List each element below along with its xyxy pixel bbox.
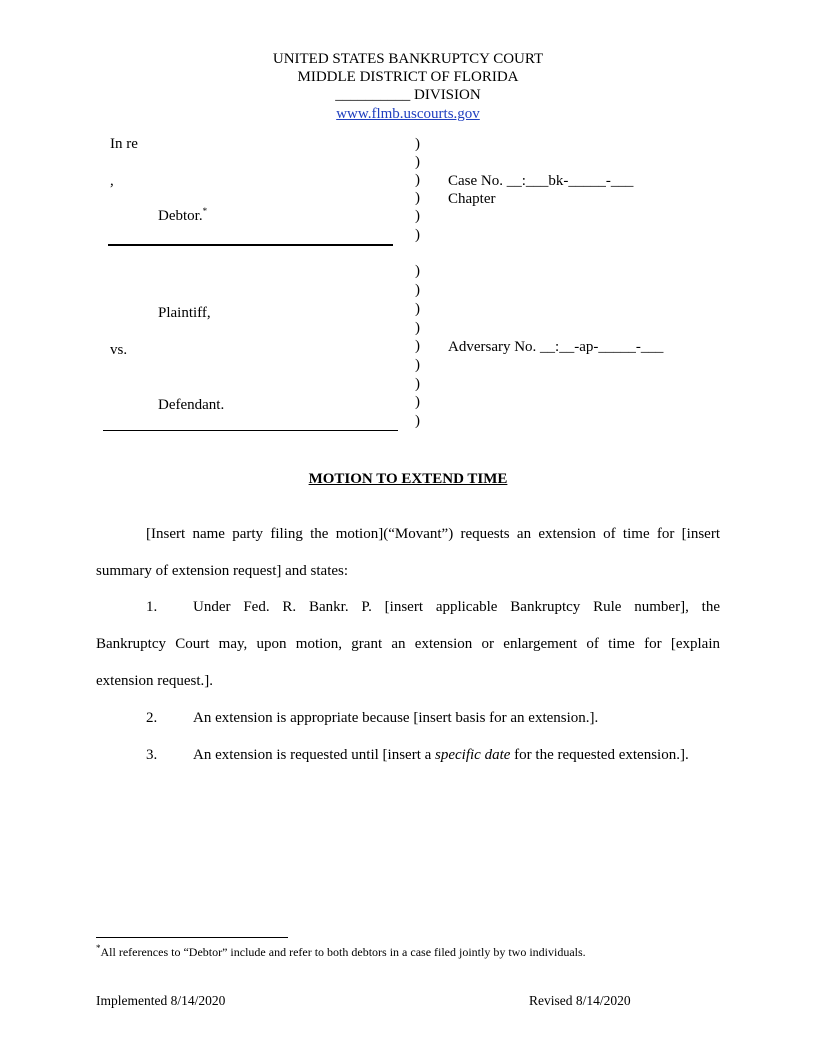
paren: ) bbox=[415, 154, 420, 170]
paragraph-1-number: 1. bbox=[146, 599, 158, 615]
footnote-reference: * bbox=[202, 206, 208, 216]
paragraph-1-line-2: Bankruptcy Court may, upon motion, grant an extension or enlargement of time for [explain bbox=[96, 636, 720, 652]
footnote-mark: * bbox=[96, 943, 101, 953]
paragraph-3-number: 3. bbox=[146, 747, 158, 763]
paragraph-1-line-3: extension request.]. bbox=[96, 673, 214, 689]
debtor-name-blank: , bbox=[110, 173, 114, 189]
paren: ) bbox=[415, 172, 420, 188]
paren: ) bbox=[415, 190, 420, 206]
revised-date: Revised 8/14/2020 bbox=[529, 993, 631, 1008]
paren: ) bbox=[415, 136, 420, 152]
specific-date-emphasis: specific date bbox=[435, 747, 511, 763]
paren: ) bbox=[415, 301, 420, 317]
adversary-number: Adversary No. __:__-ap-_____-___ bbox=[448, 339, 664, 355]
paragraph-2-number: 2. bbox=[146, 710, 158, 726]
paren: ) bbox=[415, 376, 420, 392]
paragraph-3-text: An extension is requested until [insert a specific date for the requested extension.]. bbox=[193, 747, 689, 763]
footnote bbox=[96, 943, 586, 959]
district-name: MIDDLE DISTRICT OF FLORIDA bbox=[297, 69, 519, 85]
paren: ) bbox=[415, 394, 420, 410]
intro-line-2: summary of extension request] and states: bbox=[96, 563, 349, 579]
paren: ) bbox=[415, 208, 420, 224]
court-website bbox=[0, 107, 816, 122]
plaintiff-label: Plaintiff, bbox=[158, 305, 211, 321]
motion-title: MOTION TO EXTEND TIME bbox=[308, 471, 508, 487]
paren: ) bbox=[415, 227, 420, 243]
paren: ) bbox=[415, 263, 420, 279]
debtor-label: Debtor.* bbox=[158, 206, 208, 224]
division-line: __________ DIVISION bbox=[335, 87, 481, 103]
court-website-link[interactable]: www.flmb.uscourts.gov bbox=[336, 106, 480, 122]
caption-divider-thick bbox=[108, 244, 393, 246]
caption-divider-thin bbox=[103, 430, 398, 431]
paren: ) bbox=[415, 413, 420, 429]
court-name: UNITED STATES BANKRUPTCY COURT bbox=[272, 51, 544, 67]
paren: ) bbox=[415, 338, 420, 354]
in-re-label: In re bbox=[110, 136, 138, 152]
paragraph-2-text: An extension is appropriate because [insert basis for an extension.]. bbox=[193, 710, 599, 726]
chapter-label: Chapter bbox=[448, 191, 496, 207]
implemented-date: Implemented 8/14/2020 bbox=[96, 993, 226, 1008]
intro-line-1: [Insert name party filing the motion](“Movant”) requests an extension of time for [insert bbox=[146, 526, 720, 542]
paren: ) bbox=[415, 357, 420, 373]
paren: ) bbox=[415, 320, 420, 336]
footnote-text: All references to “Debtor” include and refer to both debtors in a case filed jointly by two individuals. bbox=[100, 945, 586, 959]
case-number: Case No. __:___bk-_____-___ bbox=[448, 173, 634, 189]
footnote-separator bbox=[96, 937, 288, 938]
defendant-label: Defendant. bbox=[158, 397, 225, 413]
vs-label: vs. bbox=[110, 342, 128, 358]
paragraph-1-line-1: Under Fed. R. Bankr. P. [insert applicable Bankruptcy Rule number], the bbox=[193, 599, 720, 615]
paren: ) bbox=[415, 282, 420, 298]
